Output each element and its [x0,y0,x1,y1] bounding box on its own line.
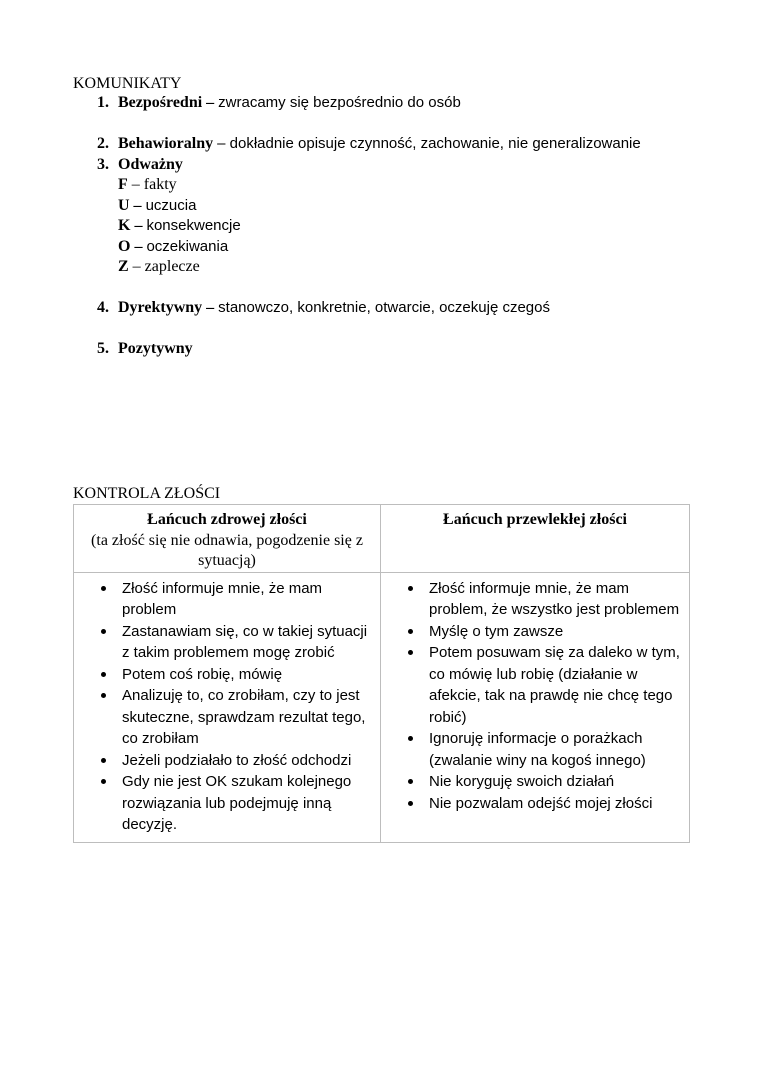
chronic-chain-cell [381,572,690,842]
header-cell-chronic [381,505,690,573]
komunikat-desc: – dokładnie opisuje czynność, zachowanie, nie generalizowanie [217,135,641,152]
healthy-chain-title: Łańcuch zdrowej złości [147,511,307,528]
komunikaty-title: KOMUNIKATY [73,75,182,92]
list-item: Jeżeli podziałało to złość odchodzi [74,750,380,772]
item-number: 5. [97,340,109,357]
komunikat-label: Bezpośredni – [118,94,215,111]
komunikat-item-3 [73,155,713,278]
fukoz-item [118,257,713,278]
komunikat-label: Behawioralny [118,135,214,152]
list-item: Zastanawiam się, co w takiej sytuacji z takim problemem mogę zrobić [74,621,380,664]
kontrola-zlosci-title: KONTROLA ZŁOŚCI [73,485,221,502]
fukoz-item [118,196,713,217]
fukoz-text: oczekiwania [146,237,229,255]
header-cell-healthy [74,505,381,573]
item-number: 3. [97,155,109,173]
list-item: Potem posuwam się za daleko w tym, co mówię lub robię (działanie w afekcie, tak na prawdę nie chcę tego robić) [381,642,689,728]
fukoz-text: uczucia [145,196,197,214]
fukoz-letter: K – [118,217,143,234]
anger-control-table [73,504,690,843]
komunikaty-list [73,93,713,360]
list-item: Złość informuje mnie, że mam problem, że wszystko jest problemem [381,578,689,621]
healthy-chain-subtitle: (ta złość się nie odnawia, pogodzenie się z sytuacją) [91,531,363,569]
list-item: Nie koryguję swoich działań [381,771,689,793]
fukoz-item [118,175,713,196]
fukoz-list [118,175,713,278]
fukoz-letter: Z [118,258,129,275]
chronic-chain-title: Łańcuch przewlekłej złości [443,511,627,528]
fukoz-letter: U – [118,196,142,214]
list-item: Myślę o tym zawsze [381,621,689,643]
komunikat-item-1 [73,93,713,114]
list-item: Ignoruję informacje o porażkach (zwalanie winy na kogoś innego) [381,728,689,771]
komunikat-label: Pozytywny [118,340,193,357]
fukoz-text: – zaplecze [132,258,200,275]
list-item: Nie pozwalam odejść mojej złości [381,793,689,815]
komunikat-label: Dyrektywny – [118,299,215,316]
item-number: 2. [97,135,109,152]
fukoz-text: konsekwencje [146,217,241,234]
list-item: Analizuję to, co zrobiłam, czy to jest skuteczne, sprawdzam rezultat tego, co zrobiłam [74,685,380,750]
healthy-chain-cell [74,572,381,842]
komunikat-item-4 [73,298,713,319]
list-item: Gdy nie jest OK szukam kolejnego rozwiązania lub podejmuję inną decyzję. [74,771,380,836]
fukoz-letter: F [118,176,128,193]
komunikat-label: Odważny [118,155,183,173]
komunikat-item-5 [73,339,713,360]
healthy-chain-list [74,578,380,836]
komunikat-desc: stanowczo, konkretnie, otwarcie, oczekuję czegoś [218,299,550,316]
komunikat-desc: zwracamy się bezpośrednio do osób [218,94,461,111]
komunikat-item-2 [73,134,713,155]
fukoz-text: – fakty [131,176,177,193]
list-item: Złość informuje mnie, że mam problem [74,578,380,621]
table-header-row [74,505,690,573]
chronic-chain-list [381,578,689,815]
item-number: 4. [97,299,109,316]
fukoz-item [118,237,713,258]
item-number: 1. [97,94,109,111]
fukoz-item [118,216,713,237]
list-item: Potem coś robię, mówię [74,664,380,686]
fukoz-letter: O – [118,237,143,255]
table-body-row [74,572,690,842]
